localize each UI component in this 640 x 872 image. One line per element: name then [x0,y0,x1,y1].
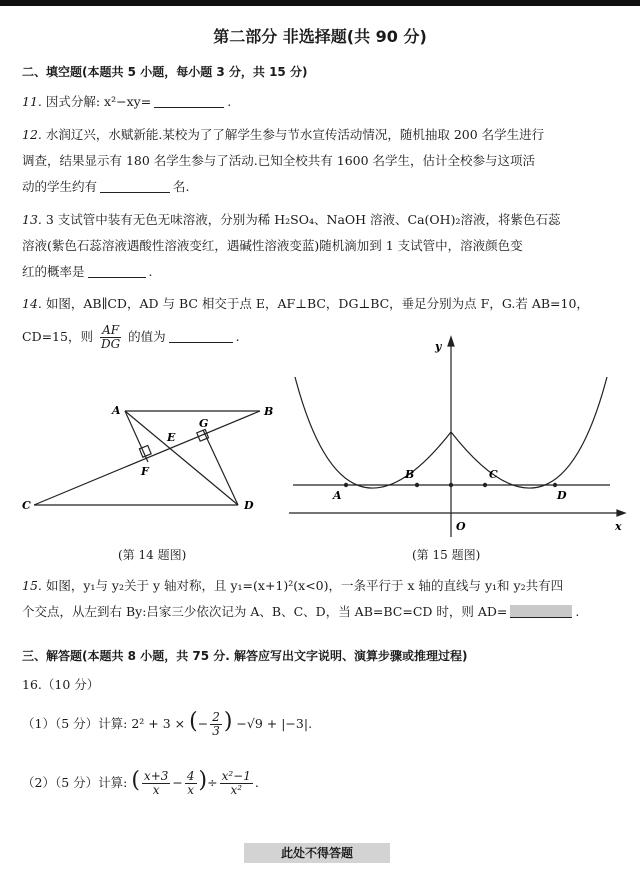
curve-y2 [451,377,607,488]
question-text: 因式分解: x²−xy= [45,94,152,109]
fraction-numerator: AF [102,323,120,337]
question-number: 13. [22,212,42,227]
question-number: 15. [22,578,42,593]
fraction-4-over-x [185,770,197,797]
question-11 [22,94,622,110]
section-3-heading: 三、解答题(本题共 8 小题，共 75 分. 解答应写出文字说明、演算步骤或推理过程) [22,649,468,663]
figure-14-caption: (第 14 题图) [118,548,187,562]
question-text: 动的学生约有 [22,179,98,194]
fraction-numerator: 2 [212,710,220,724]
question-text: 如图，AB∥CD，AD 与 BC 相交于点 E，AF⊥BC，DG⊥BC，垂足分别为点 F，G.若 AB=10， [45,296,589,311]
question-text: 的值为 [128,329,166,344]
fraction-denominator: DG [100,337,121,351]
question-14-line-1 [22,296,622,312]
question-13-line-3 [22,264,622,280]
question-16-header: 16.（10 分） [22,677,100,692]
question-tail: 名. [173,179,190,194]
page-title: 第二部分 非选择题(共 90 分) [213,27,427,46]
y-axis-arrow [448,337,454,346]
question-16-part-1 [22,704,622,742]
point-label-d: D [244,499,254,512]
point-label-a: A [333,489,342,502]
question-text: 水润辽兴，水赋新能.某校为了了解学生参与节水宣传活动情况，随机抽取 200 名学生进行 [45,127,545,142]
fraction-denominator: 3 [212,724,220,738]
fraction-af-dg [99,324,122,351]
part-label: （2）（5 分）计算: [22,775,128,790]
expression-tail: . [254,775,259,790]
right-paren: ) [198,768,208,793]
no-answer-zone-label: 此处不得答题 [244,843,390,863]
point-label-d: D [557,489,567,502]
question-16-part-2 [22,763,622,801]
figure-14 [20,395,280,520]
fraction-numerator: x²−1 [221,769,251,783]
expression-text: 2² + 3 × [131,716,186,731]
answer-blank [169,330,233,343]
question-tail: . [575,604,580,619]
question-text: 3 支试管中装有无色无味溶液，分别为稀 H₂SO₄、NaOH 溶液、Ca(OH)₂溶液，将紫色石蕊 [45,212,561,227]
question-text: 个交点，从左到右 By:吕家三少依次记为 A、B、C、D，当 AB=BC=CD 时，则 AD= [22,604,508,619]
fraction-numerator: x+3 [143,769,169,783]
fraction-denominator: x [152,783,160,797]
minus-sign: − [197,716,209,731]
origin-label: O [456,520,466,533]
question-tail: . [227,94,232,109]
x-axis-arrow [617,510,625,516]
part-label: （1）（5 分）计算: [22,716,128,731]
question-tail: . [235,329,240,344]
question-12-line-2: 调查，结果显示有 180 名学生参与了活动.已知全校共有 1600 名学生，估计全校参与这项活 [22,153,536,168]
question-text: CD=15，则 [22,329,93,344]
y-axis-label: y [435,340,442,353]
fraction-two-thirds [210,711,222,738]
answer-blank [100,180,170,193]
question-15-line-1 [22,578,622,594]
point-label-c: C [22,499,31,512]
point-label-b: B [405,468,415,481]
expression-text: −√9 + |−3|. [236,716,313,731]
question-15-line-2 [22,604,622,620]
question-tail: . [148,264,153,279]
figure-15 [285,332,630,542]
question-13-line-1 [22,212,622,228]
segment-af [125,411,148,462]
left-paren: ( [131,768,140,793]
point-label-e: E [167,431,176,444]
fraction-denominator: x² [230,783,243,797]
division-sign: ÷ [207,775,218,790]
left-paren: ( [189,709,198,734]
question-number: 11. [22,94,42,109]
answer-blank [88,265,146,278]
point-a-dot [344,483,348,487]
point-label-c: C [489,468,498,481]
right-paren: ) [223,709,233,734]
question-12-line-1 [22,127,622,143]
top-edge-bar [0,0,640,6]
question-number: 12. [22,127,42,142]
question-text: 如图，y₁与 y₂关于 y 轴对称，且 y₁=(x+1)²(x<0)，一条平行于 x 轴的直线与 y₁和 y₂共有四 [45,578,564,593]
fraction-numerator: 4 [186,769,195,783]
minus-sign: − [172,775,183,790]
point-c-dot [483,483,487,487]
question-number: 14. [22,296,42,311]
point-label-f: F [141,465,149,478]
point-b-dot [415,483,419,487]
answer-blank [154,95,224,108]
question-text: 红的概率是 [22,264,85,279]
point-d-dot [553,483,557,487]
question-12-line-3 [22,179,622,195]
segment-cb [34,411,260,505]
curve-y1 [295,377,451,488]
segment-ad [125,411,238,505]
point-label-b: B [264,405,274,418]
question-13-line-2: 溶液(紫色石蕊溶液遇酸性溶液变红，遇碱性溶液变蓝)随机滴加到 1 支试管中，溶液颜色变 [22,238,523,253]
fraction-denominator: x [187,783,195,797]
fraction-x2-minus-1-over-x2 [220,770,253,797]
x-axis-label: x [615,520,622,533]
axis-intersection-dot [449,483,453,487]
figure-15-caption: (第 15 题图) [412,548,481,562]
point-label-g: G [199,417,209,430]
section-2-heading: 二、填空题(本题共 5 小题，每小题 3 分，共 15 分) [22,65,308,79]
fraction-x-plus-3-over-x [142,770,170,797]
point-label-a: A [112,404,121,417]
segment-dg [203,430,238,505]
answer-blank [510,605,572,618]
